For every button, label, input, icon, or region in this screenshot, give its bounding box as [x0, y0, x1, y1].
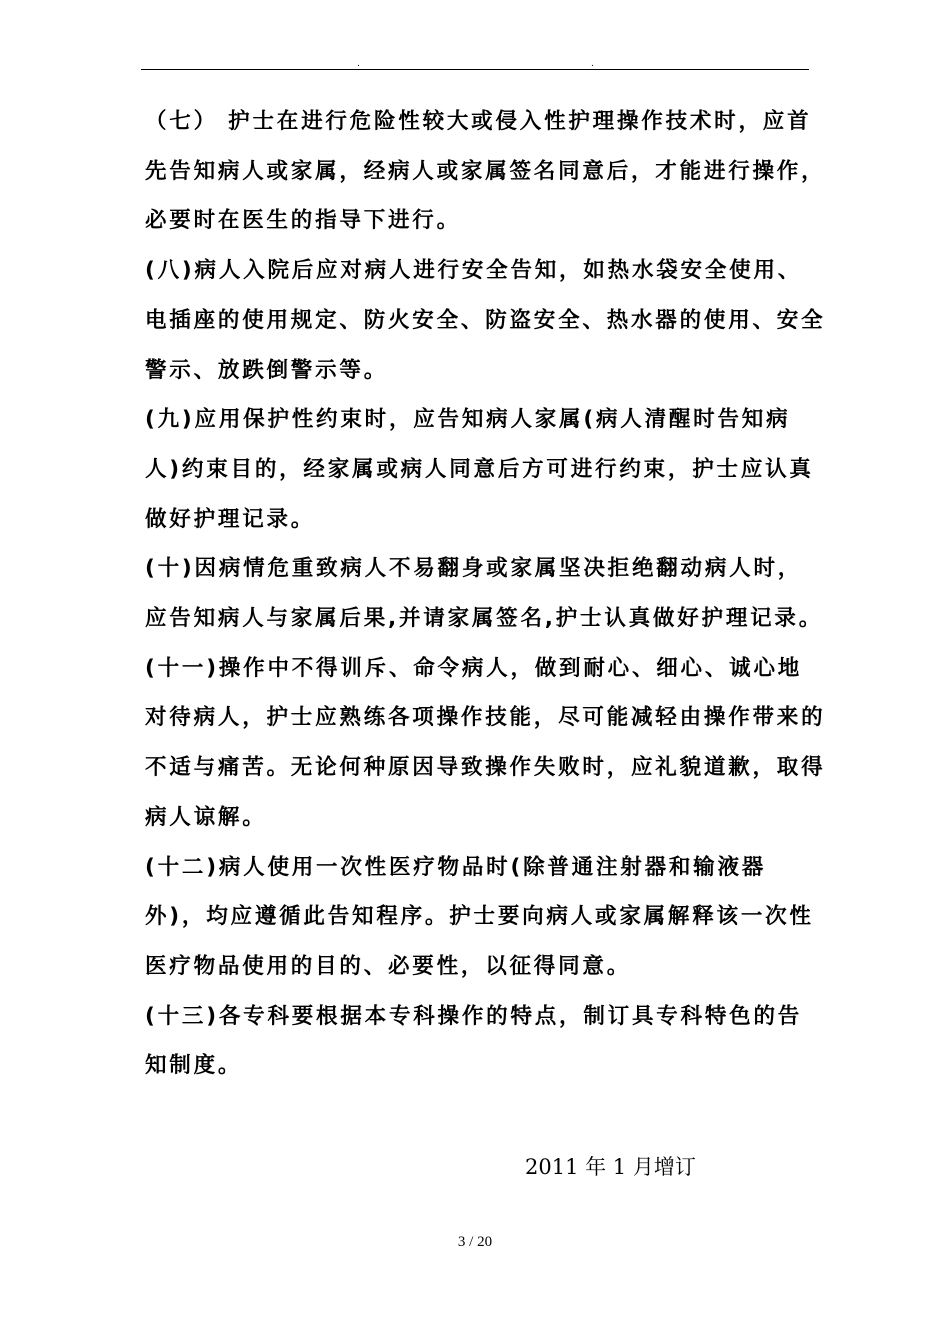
text-line: (十一)操作中不得训斥、命令病人，做到耐心、细心、诚心地 [145, 655, 803, 681]
text-line: (十)因病情危重致病人不易翻身或家属坚决拒绝翻动病人时， [145, 556, 803, 582]
text-line: （七） 护士在进行危险性较大或侵入性护理操作技术时，应首 [145, 109, 812, 134]
paragraph-12 [145, 843, 817, 992]
text-line: 应告知病人与家属后果,并请家属签名,护士认真做好护理记录。 [145, 606, 824, 632]
paragraph-7 [145, 97, 826, 246]
text-line: (八)病人入院后应对病人进行安全告知，如热水袋安全使用、 [145, 258, 803, 284]
paragraph-10 [145, 544, 824, 643]
header-mark-right: . [591, 59, 594, 69]
text-line: (九)应用保护性约束时，应告知病人家属(病人清醒时告知病 [145, 407, 791, 433]
text-line: 不适与痛苦。无论何种原因导致操作失败时，应礼貌道歉，取得 [145, 755, 826, 781]
text-line: (十三)各专科要根据本专科操作的特点，制订具专科特色的告 [145, 1003, 803, 1029]
text-line: 病人谅解。 [145, 804, 267, 830]
paragraph-8 [145, 246, 826, 395]
header-rule [141, 69, 809, 70]
text-line: 对待病人，护士应熟练各项操作技能，尽可能减轻由操作带来的 [145, 705, 826, 731]
revision-date: 2011 年 1 月增订 [525, 1155, 696, 1179]
text-line: 外)，均应遵循此告知程序。护士要向病人或家属解释该一次性 [145, 904, 814, 930]
paragraph-13 [145, 992, 817, 1091]
text-line: 电插座的使用规定、防火安全、防盗安全、热水器的使用、安全 [145, 307, 826, 333]
text-line: 警示、放跌倒警示等。 [145, 357, 389, 383]
paragraph-9 [145, 395, 817, 544]
text-line: 做好护理记录。 [145, 506, 316, 532]
text-line: 人)约束目的，经家属或病人同意后方可进行约束，护士应认真 [145, 456, 814, 482]
text-line: 医疗物品使用的目的、必要性，以征得同意。 [145, 953, 632, 979]
text-line: (十二)病人使用一次性医疗物品时(除普通注射器和输液器 [145, 854, 767, 880]
paragraph-11 [145, 644, 826, 843]
header-mark-left: . [357, 59, 360, 69]
text-line: 知制度。 [145, 1053, 243, 1079]
text-line: 必要时在医生的指导下进行。 [145, 208, 461, 234]
document-body [145, 97, 826, 1091]
text-line: 先告知病人或家属，经病人或家属签名同意后，才能进行操作， [145, 158, 826, 184]
page-number: 3 / 20 [457, 1234, 493, 1250]
